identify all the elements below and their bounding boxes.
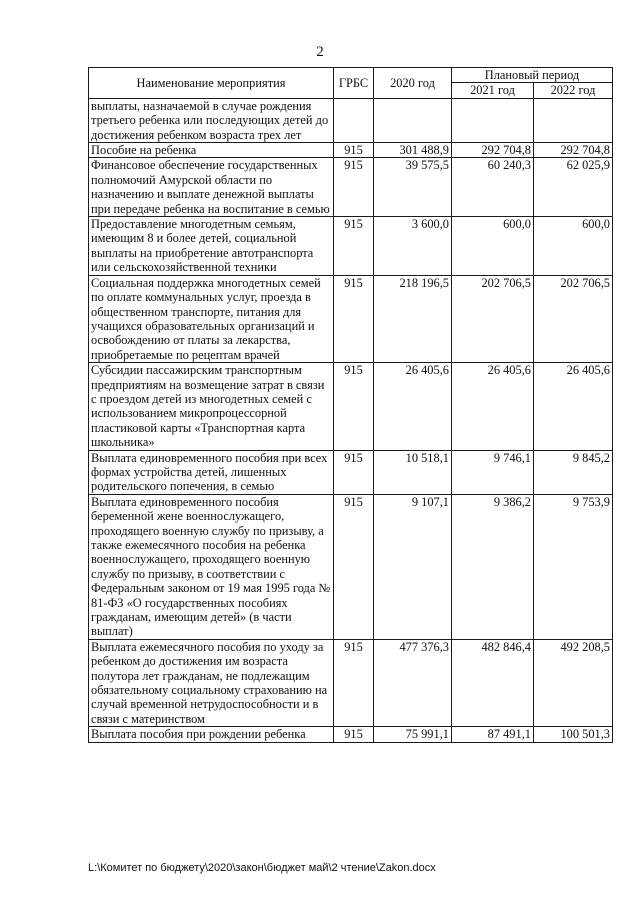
row-name-cell: Предоставление многодетным семьям, имеющим 8 и более детей, социальной выплаты на приобретение автотранспорта или сельскохозяйственной техники xyxy=(89,217,334,276)
header-row xyxy=(89,68,613,83)
row-2020-cell xyxy=(374,98,452,142)
row-2022-cell: 9 753,9 xyxy=(534,494,613,639)
row-name-cell: Субсидии пассажирским транспортным предприятиям на возмещение затрат в связи с проездом детей из многодетных семей с использованием микропроцессорной пластиковой карты «Транспортная карта школьника» xyxy=(89,363,334,450)
row-grbs-cell: 915 xyxy=(334,158,374,217)
table-row xyxy=(89,494,613,639)
row-2021-cell: 9 386,2 xyxy=(452,494,534,639)
row-2021-cell: 600,0 xyxy=(452,217,534,276)
row-2021-cell: 202 706,5 xyxy=(452,275,534,362)
row-grbs-cell: 915 xyxy=(334,217,374,276)
row-2022-cell: 62 025,9 xyxy=(534,158,613,217)
page-number: 2 xyxy=(316,44,324,60)
row-grbs-cell xyxy=(334,98,374,142)
row-grbs-cell: 915 xyxy=(334,363,374,450)
row-name-cell: Выплата единовременного пособия беременной жене военнослужащего, проходящего военную службу по призыву, а также ежемесячного пособия на ребенка военнослужащего, проходящего военную службу по призыву, в соответствии с Федеральным законом от 19 мая 1995 года № 81-ФЗ «О государственных пособиях гражданам, имеющим детей» (в части выплат) xyxy=(89,494,334,639)
table-row xyxy=(89,275,613,362)
row-2020-cell: 218 196,5 xyxy=(374,275,452,362)
row-2022-cell: 292 704,8 xyxy=(534,143,613,158)
row-name-cell: Пособие на ребенка xyxy=(89,143,334,158)
row-2022-cell: 100 501,3 xyxy=(534,727,613,742)
row-2022-cell: 26 405,6 xyxy=(534,363,613,450)
row-grbs-cell: 915 xyxy=(334,275,374,362)
row-2021-cell: 87 491,1 xyxy=(452,727,534,742)
row-name-cell: выплаты, назначаемой в случае рождения третьего ребенка или последующих детей до достижения ребенком возраста трех лет xyxy=(89,98,334,142)
row-2020-cell: 26 405,6 xyxy=(374,363,452,450)
table-row xyxy=(89,727,613,742)
row-2021-cell: 482 846,4 xyxy=(452,639,534,726)
row-2021-cell: 60 240,3 xyxy=(452,158,534,217)
header-2020: 2020 год xyxy=(374,68,452,99)
row-name-cell: Финансовое обеспечение государственных полномочий Амурской области по назначению и выплате денежной выплаты при передаче ребенка на воспитание в семью xyxy=(89,158,334,217)
header-2021: 2021 год xyxy=(452,83,534,98)
table-row xyxy=(89,98,613,142)
row-2022-cell: 600,0 xyxy=(534,217,613,276)
row-name-cell: Выплата пособия при рождении ребенка xyxy=(89,727,334,742)
table-row xyxy=(89,143,613,158)
row-2020-cell: 9 107,1 xyxy=(374,494,452,639)
row-name-cell: Выплата ежемесячного пособия по уходу за ребенком до достижения им возраста полутора лет гражданам, не подлежащим обязательному социальному страхованию на случай временной нетрудоспособности и в связи с материнством xyxy=(89,639,334,726)
table-row xyxy=(89,363,613,450)
row-2021-cell xyxy=(452,98,534,142)
row-grbs-cell: 915 xyxy=(334,727,374,742)
row-grbs-cell: 915 xyxy=(334,143,374,158)
row-2020-cell: 10 518,1 xyxy=(374,450,452,494)
row-2021-cell: 9 746,1 xyxy=(452,450,534,494)
row-2022-cell xyxy=(534,98,613,142)
row-2022-cell: 492 208,5 xyxy=(534,639,613,726)
table-row xyxy=(89,158,613,217)
row-grbs-cell: 915 xyxy=(334,494,374,639)
row-2022-cell: 9 845,2 xyxy=(534,450,613,494)
row-2020-cell: 301 488,9 xyxy=(374,143,452,158)
row-2022-cell: 202 706,5 xyxy=(534,275,613,362)
table-row xyxy=(89,450,613,494)
row-grbs-cell: 915 xyxy=(334,450,374,494)
row-name-cell: Выплата единовременного пособия при всех формах устройства детей, лишенных родительского попечения, в семью xyxy=(89,450,334,494)
row-2020-cell: 75 991,1 xyxy=(374,727,452,742)
row-name-cell: Социальная поддержка многодетных семей по оплате коммунальных услуг, проезда в общественном транспорте, питания для учащихся образовательных организаций и освобождению от платы за лекарства, приобретаемые по рецептам врачей xyxy=(89,275,334,362)
row-2020-cell: 39 575,5 xyxy=(374,158,452,217)
row-2021-cell: 292 704,8 xyxy=(452,143,534,158)
budget-table xyxy=(88,67,613,743)
row-2020-cell: 477 376,3 xyxy=(374,639,452,726)
row-grbs-cell: 915 xyxy=(334,639,374,726)
table-row xyxy=(89,639,613,726)
header-2022: 2022 год xyxy=(534,83,613,98)
header-plan-period: Плановый период xyxy=(452,68,613,83)
header-name: Наименование мероприятия xyxy=(89,68,334,99)
header-grbs: ГРБС xyxy=(334,68,374,99)
table-row xyxy=(89,217,613,276)
row-2021-cell: 26 405,6 xyxy=(452,363,534,450)
row-2020-cell: 3 600,0 xyxy=(374,217,452,276)
file-path-footer: L:\Комитет по бюджету\2020\закон\бюджет май\2 чтение\Zakon.docx xyxy=(88,862,436,874)
